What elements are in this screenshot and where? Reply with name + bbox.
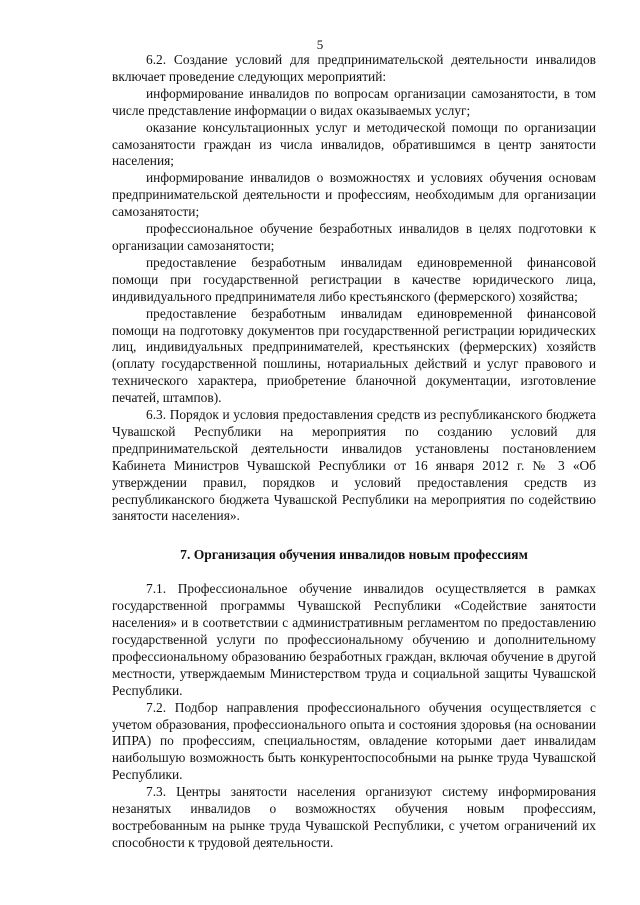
list-item-consulting: оказание консультационных услуг и методической помощи по организации самозанятости граждан из числа инвалидов, обратившимся в центр занятости населения; [112, 119, 596, 169]
paragraph-7-2: 7.2. Подбор направления профессионального обучения осуществляется с учетом образования, профессионального опыта и состояния здоровья (на основании ИПРА) по профессиям, специальностям, овладение которыми дает инвалидам наибольшую возможность быть конкурентоспособными на рынке труда Чувашской Республики. [112, 699, 596, 783]
document-body [112, 52, 596, 852]
paragraph-7-3: 7.3. Центры занятости населения организуют систему информирования незанятых инвалидов о возможностях обучения новым профессиям, востребованным на рынке труда Чувашской Республики, с учетом ограничений их способности к трудовой деятельности. [112, 784, 596, 850]
paragraph-7-1: 7.1. Профессиональное обучение инвалидов осуществляется в рамках государственной программы Чувашской Республики «Содействие занятости населения» и в соответствии с административным регламентом по предоставлению государственной услуги по профессиональному обучению и дополнительному профессиональному образованию безработных граждан, включая обучение в другой местности, утверждаемым Министерством труда и социальной защиты Чувашской Республики. [112, 581, 596, 698]
list-item-vocational-training: профессиональное обучение безработных инвалидов в целях подготовки к организации самозанятости; [112, 221, 596, 253]
paragraph-6-2: 6.2. Создание условий для предпринимательской деятельности инвалидов включает проведение следующих мероприятий: [112, 52, 596, 84]
list-item-self-employment-info: информирование инвалидов по вопросам организации самозанятости, в том числе представление информации о видах оказываемых услуг; [112, 85, 596, 118]
list-item-financial-aid-registration: предоставление безработным инвалидам единовременной финансовой помощи при государственной регистрации в качестве юридического лица, индивидуального предпринимателя либо крестьянского (фермерского) хозяйства; [112, 254, 596, 304]
paragraph-6-3: 6.3. Порядок и условия предоставления средств из республиканского бюджета Чувашской Республики на мероприятия по созданию условий для предпринимательской деятельности инвалидов установлены постановлением Кабинета Министров Чувашской Республики от 16 января 2012 г. № 3 «Об утверждении правил, порядков и условий предоставления средств из республиканского бюджета Чувашской Республики на мероприятия по содействию занятости населения». [112, 407, 596, 524]
list-item-training-info: информирование инвалидов о возможностях и условиях обучения основам предпринимательской деятельности и профессиям, необходимым для организации самозанятости; [112, 170, 596, 220]
spacer [112, 525, 596, 547]
list-item-financial-aid-documents: предоставление безработным инвалидам единовременной финансовой помощи на подготовку документов при государственной регистрации юридических лиц, индивидуальных предпринимателей, крестьянских (фермерских) хозяйств (оплату государственной пошлины, нотариальных действий и услуг правового и технического характера, приобретение бланочной документации, изготовление печатей, штампов). [112, 305, 596, 406]
page-number: 5 [316, 37, 324, 52]
spacer [112, 564, 596, 581]
section-heading-7: 7. Организация обучения инвалидов новым профессиям [180, 547, 528, 563]
